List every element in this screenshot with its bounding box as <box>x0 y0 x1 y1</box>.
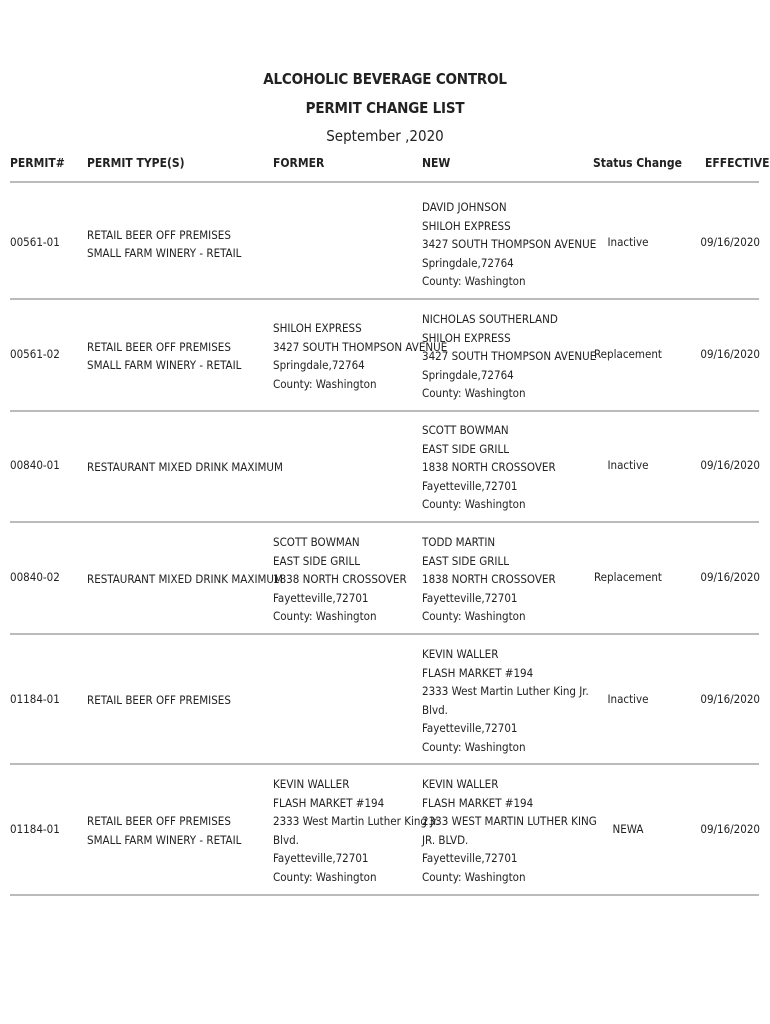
row-divider <box>10 763 759 765</box>
status-change: Replacement <box>594 347 662 362</box>
permit-type: RETAIL BEER OFF PREMISES <box>87 814 231 828</box>
status-change: Inactive <box>607 458 649 473</box>
new-line: County: Washington <box>422 739 526 754</box>
former-line: 3427 SOUTH THOMPSON AVENUE <box>273 339 448 354</box>
effective-date: 09/16/2020 <box>700 235 760 250</box>
effective-date: 09/16/2020 <box>700 570 760 585</box>
row-divider <box>10 894 759 896</box>
permit-type: RESTAURANT MIXED DRINK MAXIMUM <box>87 460 283 474</box>
col-header-former: FORMER <box>273 156 325 170</box>
new-line: SCOTT BOWMAN <box>422 423 509 437</box>
status-change: NEWA <box>612 821 644 836</box>
former-line: County: Washington <box>273 609 377 623</box>
title-agency: ALCOHOLIC BEVERAGE CONTROL <box>263 70 507 88</box>
status-change: Inactive <box>607 691 649 706</box>
effective-date: 09/16/2020 <box>700 458 760 473</box>
new-line: Springdale,72764 <box>422 367 514 382</box>
new-line: NICHOLAS SOUTHERLAND <box>422 312 558 326</box>
new-line: 1838 NORTH CROSSOVER <box>422 572 556 586</box>
permit-number: 00840-01 <box>10 458 60 473</box>
former-line: SCOTT BOWMAN <box>273 535 360 549</box>
permit-type: SMALL FARM WINERY - RETAIL <box>87 246 242 261</box>
new-line: County: Washington <box>422 869 526 884</box>
row-divider <box>10 633 759 635</box>
new-line: 2333 West Martin Luther King Jr. <box>422 684 589 698</box>
col-header-permit-type: PERMIT TYPE(S) <box>87 156 185 170</box>
new-line: 3427 SOUTH THOMPSON AVENUE <box>422 349 597 363</box>
new-line: 3427 SOUTH THOMPSON AVENUE <box>422 237 597 251</box>
new-line: Fayetteville,72701 <box>422 590 518 605</box>
title-list: PERMIT CHANGE LIST <box>305 99 465 117</box>
new-line: KEVIN WALLER <box>422 647 499 661</box>
status-change: Replacement <box>594 570 662 585</box>
new-line: FLASH MARKET #194 <box>422 665 534 680</box>
new-line: EAST SIDE GRILL <box>422 441 509 456</box>
effective-date: 09/16/2020 <box>700 347 760 362</box>
new-line: 1838 NORTH CROSSOVER <box>422 460 556 474</box>
status-change: Inactive <box>607 235 649 250</box>
permit-type: SMALL FARM WINERY - RETAIL <box>87 358 242 373</box>
former-line: EAST SIDE GRILL <box>273 553 360 568</box>
row-divider <box>10 410 759 412</box>
new-line: 2333 WEST MARTIN LUTHER KING <box>422 814 597 828</box>
period-label: September ,2020 <box>326 127 444 145</box>
new-line: Fayetteville,72701 <box>422 721 518 735</box>
new-line: Blvd. <box>422 702 448 717</box>
former-line: Fayetteville,72701 <box>273 590 369 605</box>
col-header-effective: EFFECTIVE <box>705 156 770 170</box>
new-line: Fayetteville,72701 <box>422 851 518 865</box>
new-line: KEVIN WALLER <box>422 777 499 791</box>
header-divider <box>10 181 759 183</box>
new-line: FLASH MARKET #194 <box>422 795 534 810</box>
new-line: County: Washington <box>422 274 526 288</box>
former-line: Blvd. <box>273 832 299 847</box>
row-divider <box>10 521 759 523</box>
permit-number: 00561-02 <box>10 347 60 362</box>
former-line: County: Washington <box>273 869 377 884</box>
row-divider <box>10 298 759 300</box>
former-line: FLASH MARKET #194 <box>273 795 385 810</box>
new-line: EAST SIDE GRILL <box>422 553 509 568</box>
former-line: Fayetteville,72701 <box>273 851 369 865</box>
permit-number: 00840-02 <box>10 570 60 585</box>
col-header-permit: PERMIT# <box>10 156 65 170</box>
col-header-status: Status Change <box>593 156 682 170</box>
new-line: DAVID JOHNSON <box>422 200 507 214</box>
new-line: County: Washington <box>422 497 526 511</box>
permit-type: RETAIL BEER OFF PREMISES <box>87 227 231 242</box>
former-line: SHILOH EXPRESS <box>273 321 362 336</box>
former-line: Springdale,72764 <box>273 358 365 373</box>
permit-number: 01184-01 <box>10 821 60 836</box>
col-header-new: NEW <box>422 156 451 170</box>
new-line: Springdale,72764 <box>422 255 514 270</box>
permit-number: 01184-01 <box>10 691 60 706</box>
permit-number: 00561-01 <box>10 235 60 250</box>
new-line: County: Washington <box>422 609 526 623</box>
new-line: SHILOH EXPRESS <box>422 218 511 233</box>
former-line: 2333 West Martin Luther King Jr. <box>273 814 440 828</box>
permit-type: RETAIL BEER OFF PREMISES <box>87 339 231 354</box>
new-line: Fayetteville,72701 <box>422 478 518 493</box>
new-line: County: Washington <box>422 386 526 400</box>
former-line: County: Washington <box>273 376 377 391</box>
former-line: KEVIN WALLER <box>273 777 350 791</box>
permit-type: RETAIL BEER OFF PREMISES <box>87 693 231 708</box>
effective-date: 09/16/2020 <box>700 691 760 706</box>
effective-date: 09/16/2020 <box>700 821 760 836</box>
permit-type: SMALL FARM WINERY - RETAIL <box>87 832 242 847</box>
new-line: SHILOH EXPRESS <box>422 330 511 345</box>
former-line: 1838 NORTH CROSSOVER <box>273 572 407 586</box>
new-line: JR. BLVD. <box>422 832 469 847</box>
new-line: TODD MARTIN <box>422 535 496 549</box>
permit-type: RESTAURANT MIXED DRINK MAXIMUM <box>87 572 283 586</box>
